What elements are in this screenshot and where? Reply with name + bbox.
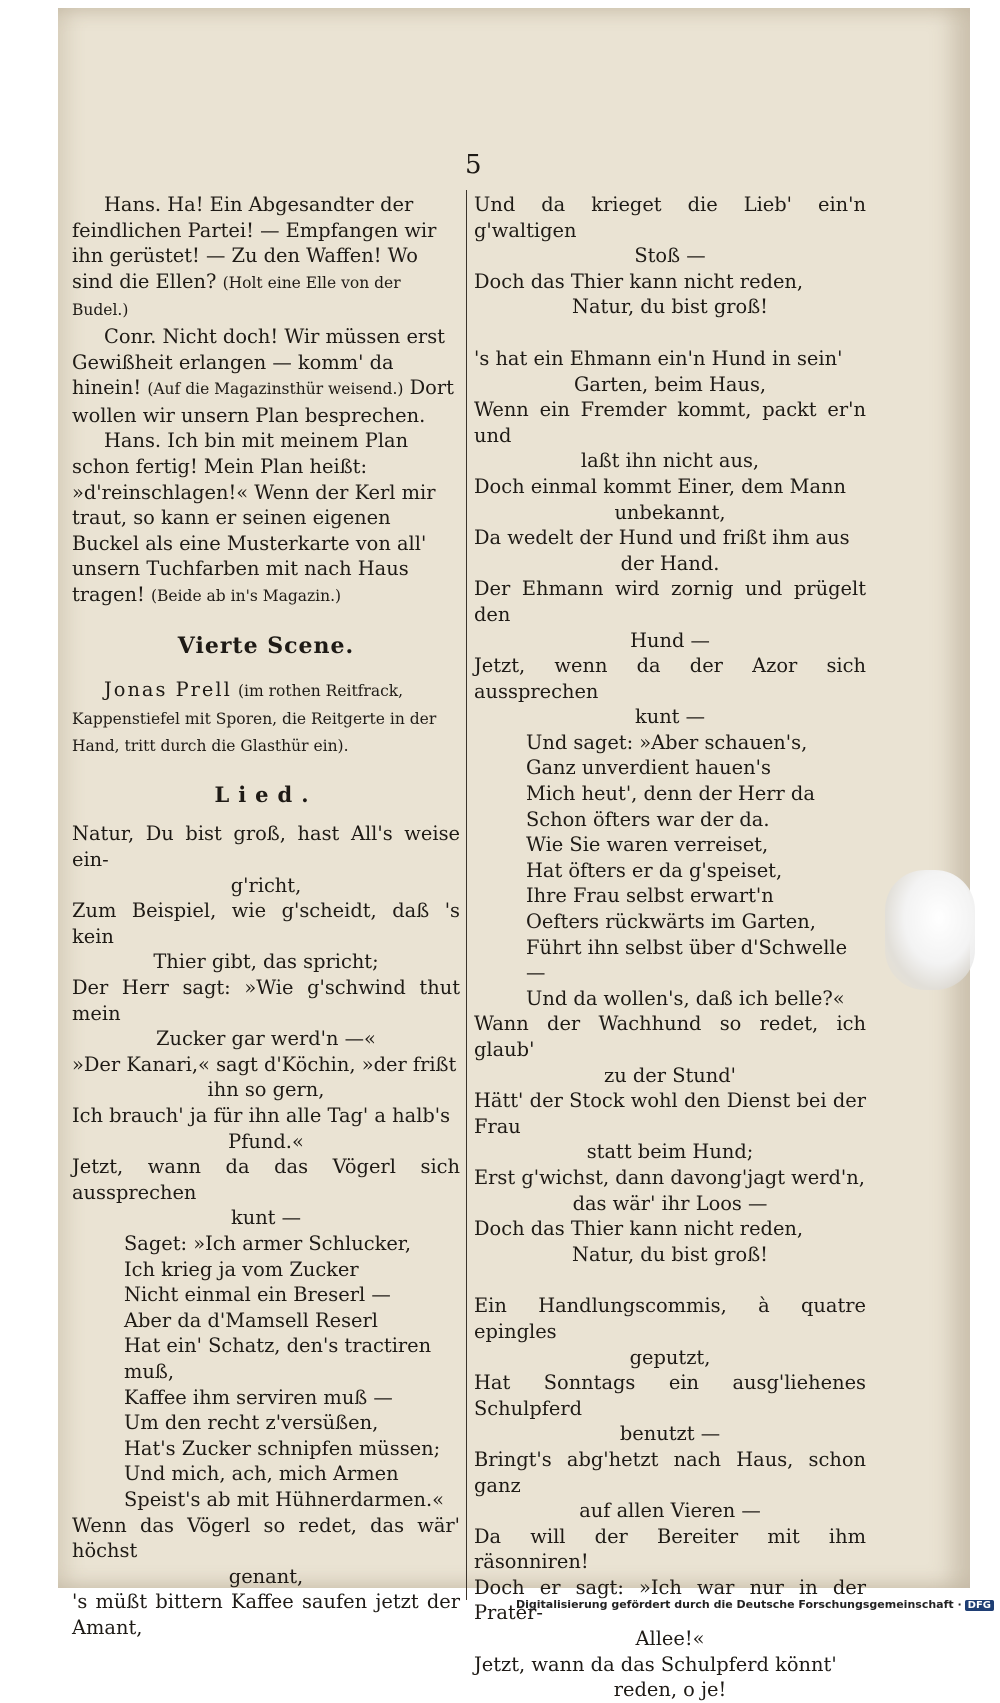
verse-continuation: kunt — [634, 705, 706, 729]
verse-block-3 [474, 1293, 866, 1703]
verse-block-end [72, 1513, 460, 1641]
inner-verse-line: Speist's ab mit Hühnerdarmen.« [124, 1487, 444, 1511]
character-entry [72, 677, 460, 760]
verse-line: Natur, Du bist groß, hast All's weise ein- [72, 822, 460, 872]
verse-continuation: genant, [228, 1564, 304, 1588]
verse-line: Jetzt, wann da das Vögerl sich aussprechen [72, 1155, 460, 1204]
verse-continuation: Hund — [630, 628, 710, 652]
inner-verse-line: Und saget: »Aber schauen's, [526, 730, 808, 754]
verse-continuation: geputzt, [629, 1345, 711, 1369]
verse-line: Ein Handlungscommis, à quatre epingles [474, 1294, 866, 1343]
verse-line: Da will der Bereiter mit ihm räsonniren! [474, 1524, 866, 1574]
page-number: 5 [465, 150, 482, 180]
verse-continuation: Pfund.« [228, 1129, 304, 1153]
verse-continuation: Zucker gar werd'n —« [156, 1027, 376, 1051]
verse-line: Da wedelt der Hund und frißt ihm aus [474, 526, 850, 550]
verse-line: Doch einmal kommt Einer, dem Mann [474, 474, 846, 498]
inner-verse-line: Kaffee ihm serviren muß — [124, 1385, 393, 1409]
inner-verse-line: Nicht einmal ein Breserl — [124, 1283, 391, 1307]
verse-block-2 [474, 346, 866, 730]
verse-line: Doch das Thier kann nicht reden, [474, 1217, 804, 1241]
song-heading: Lied. [214, 781, 318, 807]
verse-continuation: Natur, du bist groß! [572, 1242, 768, 1266]
inner-verse-line: Und mich, ach, mich Armen [124, 1462, 399, 1486]
paragraph-text: Hans. Ha! Ein Abgesandter der feindlichen Partei! — Empfangen wir ihn gerüstet! — Zu den Waffen! Wo sind die Ellen? [72, 193, 437, 293]
verse-line: 's müßt bittern Kaffee saufen jetzt der Amant, [72, 1590, 460, 1639]
paragraph-hans-2 [72, 428, 460, 609]
verse-line: Doch das Thier kann nicht reden, [474, 269, 804, 293]
footer-credit [516, 1598, 994, 1611]
verse-line: »Der Kanari,« sagt d'Köchin, »der frißt [72, 1052, 457, 1076]
verse-continuation: Natur, du bist groß! [572, 295, 768, 319]
inner-verse-line: Und da wollen's, daß ich belle?« [526, 986, 845, 1010]
verse-continuation: das wär' ihr Loos — [572, 1191, 768, 1215]
verse-line: Erst g'wichst, dann davong'jagt werd'n, [474, 1165, 865, 1189]
verse-continuation: laßt ihn nicht aus, [580, 449, 760, 473]
verse-continuation: Allee!« [635, 1627, 705, 1651]
inner-verse-line: Hat's Zucker schnipfen müssen; [124, 1436, 441, 1460]
verse-line: Jetzt, wann da das Schulpferd könnt' [474, 1652, 837, 1676]
inner-verse-line: Mich heut', denn der Herr da [526, 782, 815, 806]
inner-verse-line: Hat ein' Schatz, den's tractiren muß, [124, 1334, 432, 1383]
inner-verse-line: Führt ihn selbst über d'Schwelle — [526, 935, 848, 985]
verse-line: Wann der Wachhund so redet, ich glaub' [474, 1012, 866, 1061]
inner-verse-line: Aber da d'Mamsell Reserl [124, 1308, 378, 1332]
verse-continuation: kunt — [230, 1206, 302, 1230]
verse-line: Hätt' der Stock wohl den Dienst bei der Frau [474, 1089, 866, 1138]
verse-line: Doch er sagt: »Ich war nur in der Prater- [474, 1575, 866, 1625]
verse-line: Jetzt, wenn da der Azor sich aussprechen [474, 654, 866, 703]
verse-continuation: zu der Stund' [604, 1063, 736, 1087]
verse-continuation: unbekannt, [614, 500, 726, 524]
paragraph-text: Conr. Nicht doch! Wir müssen erst Gewißheit erlangen — komm' da hinein! [72, 324, 445, 400]
verse-line: Zum Beispiel, wie g'scheidt, daß 's kein [72, 899, 460, 948]
scene-heading: Vierte Scene. [177, 632, 355, 659]
dfg-logo: DFG [965, 1600, 994, 1611]
verse-line: Hat Sonntags ein ausg'liehenes Schulpferd [474, 1371, 866, 1420]
verse-continuation: ihn so gern, [207, 1078, 325, 1102]
paragraph-text: Hans. Ich bin mit meinem Plan schon fertig! Mein Plan heißt: »d'reinschlagen!« Wenn der Kerl mir traut, so kann er seinen eigenen Buckel als eine Musterkarte von all' unsern Tuchfarben mit nach Haus tragen! [72, 429, 436, 606]
verse-continuation: Garten, beim Haus, [573, 372, 767, 396]
verse-line: Bringt's abg'hetzt nach Haus, schon ganz [474, 1447, 866, 1497]
stage-direction: (Holt eine Elle von der Budel.) [72, 273, 401, 320]
verse-block [72, 821, 460, 1231]
verse-continuation: reden, o je! [613, 1678, 727, 1702]
verse-line: Der Herr sagt: »Wie g'schwind thut mein [72, 976, 460, 1025]
right-column [474, 192, 866, 1703]
verse-line: Wenn das Vögerl so redet, das wär' höchst [72, 1513, 460, 1563]
light-reflection [885, 870, 975, 990]
verse-continuation: auf allen Vieren — [579, 1499, 761, 1523]
verse-block-top [474, 192, 866, 320]
stanza-gap [474, 320, 866, 346]
inner-verse-block [72, 1231, 460, 1513]
verse-continuation: statt beim Hund; [586, 1140, 754, 1164]
character-name: Jonas Prell [104, 678, 232, 702]
inner-verse-line: Ganz unverdient hauen's [526, 756, 771, 780]
inner-verse-line: Ich krieg ja vom Zucker [124, 1257, 359, 1281]
column-divider [466, 190, 467, 1600]
verse-continuation: Stoß — [634, 244, 706, 268]
inner-verse-line: Oefters rückwärts im Garten, [526, 910, 816, 934]
paragraph-conr [72, 324, 460, 428]
verse-line: 's hat ein Ehmann ein'n Hund in sein' [474, 346, 843, 370]
inner-verse-line: Saget: »Ich armer Schlucker, [124, 1231, 412, 1255]
inner-verse-block [474, 730, 866, 1012]
verse-continuation: benutzt — [619, 1422, 721, 1446]
verse-line: Der Ehmann wird zornig und prügelt den [474, 577, 866, 626]
verse-continuation: g'richt, [230, 873, 302, 897]
verse-line: Wenn ein Fremder kommt, packt er'n und [474, 398, 866, 447]
inner-verse-line: Schon öfters war der da. [526, 807, 770, 831]
paragraph-text: Dort wollen wir unsern Plan besprechen. [72, 376, 454, 427]
left-column [72, 192, 460, 1640]
verse-continuation: Thier gibt, das spricht; [153, 950, 379, 974]
verse-block-after [474, 1011, 866, 1267]
paragraph-hans-1 [72, 192, 460, 324]
inner-verse-line: Ihre Frau selbst erwart'n [526, 884, 774, 908]
inner-verse-line: Hat öfters er da g'speiset, [526, 858, 783, 882]
stanza-gap [474, 1267, 866, 1293]
verse-continuation: der Hand. [620, 551, 720, 575]
inner-verse-line: Um den recht z'versüßen, [124, 1411, 379, 1435]
footer-text: Digitalisierung gefördert durch die Deutsche Forschungsgemeinschaft · [515, 1598, 962, 1611]
inner-verse-line: Wie Sie waren verreiset, [526, 833, 769, 857]
stage-direction: (Auf die Magazinsthür weisend.) [147, 380, 404, 399]
verse-line: Ich brauch' ja für ihn alle Tag' a halb's [72, 1104, 451, 1127]
stage-direction: (im rothen Reitfrack, Kappenstiefel mit Sporen, die Reitgerte in der Hand, tritt durch die Glasthür ein). [72, 682, 437, 756]
verse-line: Und da krieget die Lieb' ein'n g'waltigen [474, 193, 866, 242]
stage-direction: (Beide ab in's Magazin.) [150, 586, 342, 605]
